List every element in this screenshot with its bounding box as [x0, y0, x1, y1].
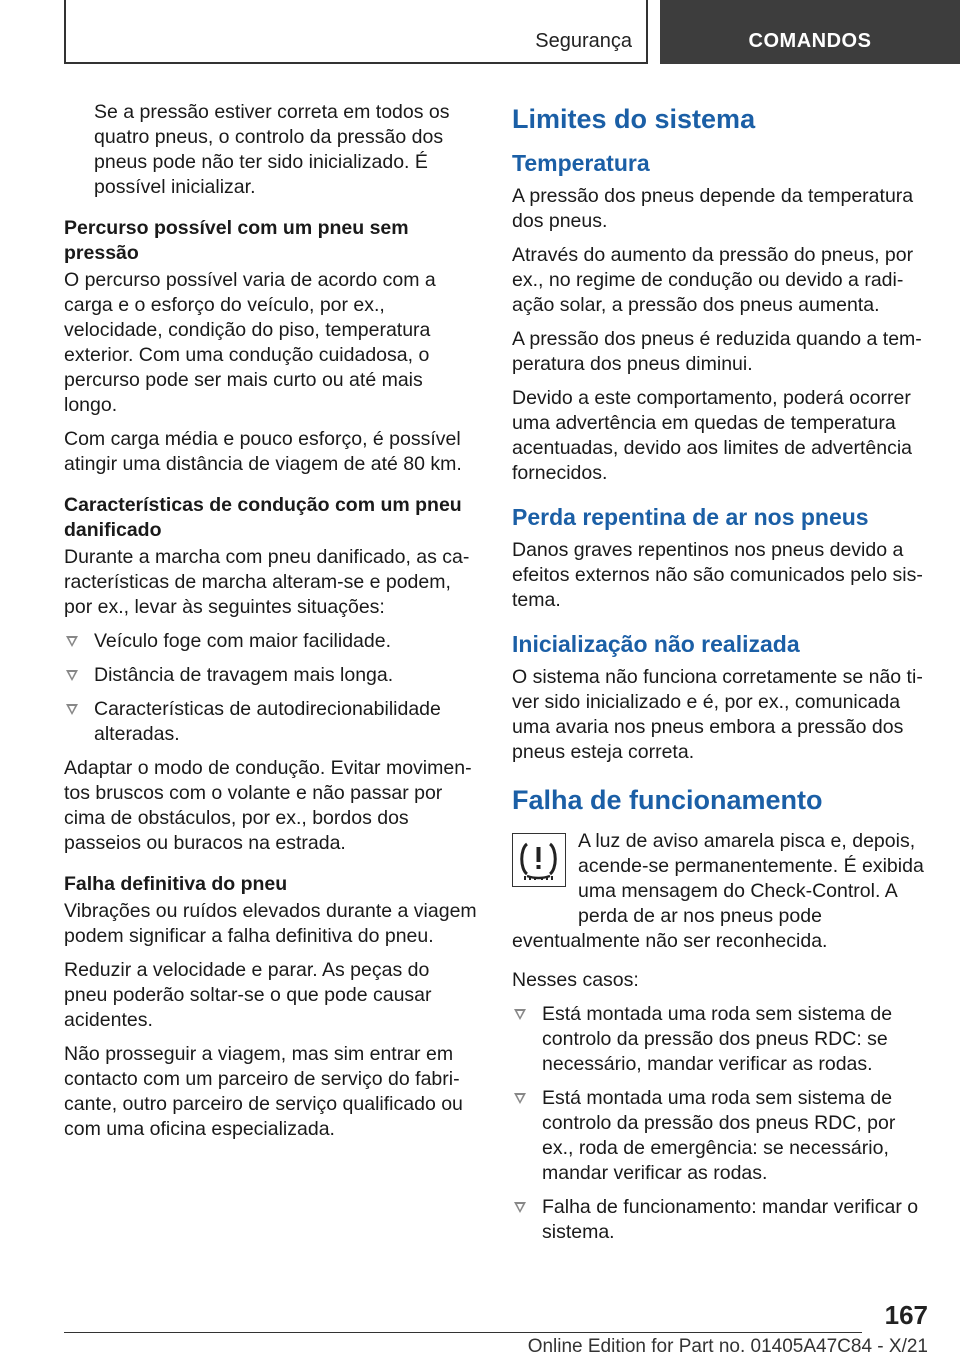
air-loss-heading: Perda repentina de ar nos pneus: [512, 504, 869, 530]
left-column: [64, 100, 478, 1151]
temperature-heading: Temperatura: [512, 150, 650, 176]
paragraph: Danos graves repentinos nos pneus devido a efeitos externos não são comunicados pelo sistema.: [512, 539, 923, 611]
paragraph: A pressão dos pneus é reduzida quando a temperatura dos pneus diminui.: [512, 328, 922, 375]
right-column: [512, 102, 928, 1254]
paragraph: Durante a marcha com pneu danificado, as características de marcha alteram-se e podem, por ex., levar às seguintes situações:: [64, 546, 470, 618]
paragraph: O sistema não funciona corretamente se não tiver sido inicializado e é, por ex., comunicada uma avaria nos pneus embora a pressão dos pneus esteja correta.: [512, 666, 923, 763]
bullet-triangle-icon: [66, 670, 78, 681]
section-title: Segurança: [535, 30, 632, 52]
malfunction-block: [512, 829, 928, 954]
header-frame: [64, 0, 648, 64]
bullet-triangle-icon: [514, 1202, 526, 1213]
intro-paragraph: Se a pressão estiver correta em todos os quatro pneus, o controlo da pressão dos pneus pode não ter sido inicializado. É possível inicializar.: [94, 101, 450, 198]
paragraph: A pressão dos pneus depende da temperatura dos pneus.: [512, 185, 914, 232]
paragraph: A luz de aviso amarela pisca e, depois, acende-se permanentemente. É exibida uma mensagem do Check-Control. A perda de ar nos pneus pode eventualmente não ser reconhecida.: [512, 830, 924, 952]
range-heading: Percurso possível com um pneu sem pressão: [64, 217, 409, 264]
bullet-triangle-icon: [66, 636, 78, 647]
chapter-title: COMANDOS: [748, 30, 872, 52]
bullet-triangle-icon: [514, 1093, 526, 1104]
paragraph: Através do aumento da pressão do pneus, por ex., no regime de condução ou devido a radiação solar, a pressão dos pneus aumenta.: [512, 244, 914, 316]
malfunction-heading: Falha de funcionamento: [512, 785, 823, 815]
list-item: Está montada uma roda sem sistema de controlo da pressão dos pneus RDC: se necessário, mandar verificar as rodas.: [512, 1002, 928, 1077]
chapter-tab: [660, 0, 960, 64]
footer-divider: [64, 1332, 862, 1333]
paragraph: Reduzir a velocidade e parar. As peças do pneu poderão soltar-se o que pode causar acidentes.: [64, 959, 432, 1031]
tire-pressure-warning-icon: [512, 833, 566, 887]
paragraph: O percurso possível varia de acordo com a carga e o esforço do veículo, por ex., velocidade, condição do piso, temperatura exterior. Com uma condução cuidadosa, o percurso pode ser mais curto ou até mais longo.: [64, 269, 436, 416]
initialization-heading: Inicialização não realizada: [512, 631, 800, 657]
list-item: Veículo foge com maior facilidade.: [64, 629, 478, 654]
bullet-triangle-icon: [66, 704, 78, 715]
list-item: Está montada uma roda sem sistema de controlo da pressão dos pneus RDC, por ex., roda de emergência: se necessário, mandar verificar as rodas.: [512, 1086, 928, 1186]
list-item: Falha de funcionamento: mandar verificar o sistema.: [512, 1195, 928, 1245]
paragraph: Vibrações ou ruídos elevados durante a viagem podem significar a falha definitiva do pneu.: [64, 900, 477, 947]
paragraph: Com carga média e pouco esforço, é possível atingir uma distância de viagem de até 80 km.: [64, 428, 462, 475]
paragraph: Não prosseguir a viagem, mas sim entrar em contacto com um parceiro de serviço do fabricante, outro parceiro de serviço qualificado ou com uma oficina especializada.: [64, 1043, 463, 1140]
failure-heading: Falha definitiva do pneu: [64, 873, 288, 895]
list-item: Características de autodirecionabilidade alteradas.: [64, 697, 478, 747]
cases-list: [512, 1002, 928, 1245]
list-item: Distância de travagem mais longa.: [64, 663, 478, 688]
driving-list: [64, 629, 478, 747]
page-number: 167: [884, 1300, 928, 1330]
paragraph: Devido a este comportamento, poderá ocorrer uma advertência em quedas de temperatura acentuadas, devido aos limites de advertência fornecidos.: [512, 387, 912, 484]
bullet-triangle-icon: [514, 1009, 526, 1020]
driving-heading: Características de condução com um pneu danificado: [64, 494, 462, 541]
paragraph: Nesses casos:: [512, 969, 639, 991]
edition-note: Online Edition for Part no. 01405A47C84 - X/21: [527, 1336, 928, 1357]
limits-heading: Limites do sistema: [512, 104, 756, 134]
paragraph: Adaptar o modo de condução. Evitar movimentos bruscos com o volante e não passar por cima de obstáculos, por ex., bordos dos passeios ou buracos na estrada.: [64, 757, 472, 854]
